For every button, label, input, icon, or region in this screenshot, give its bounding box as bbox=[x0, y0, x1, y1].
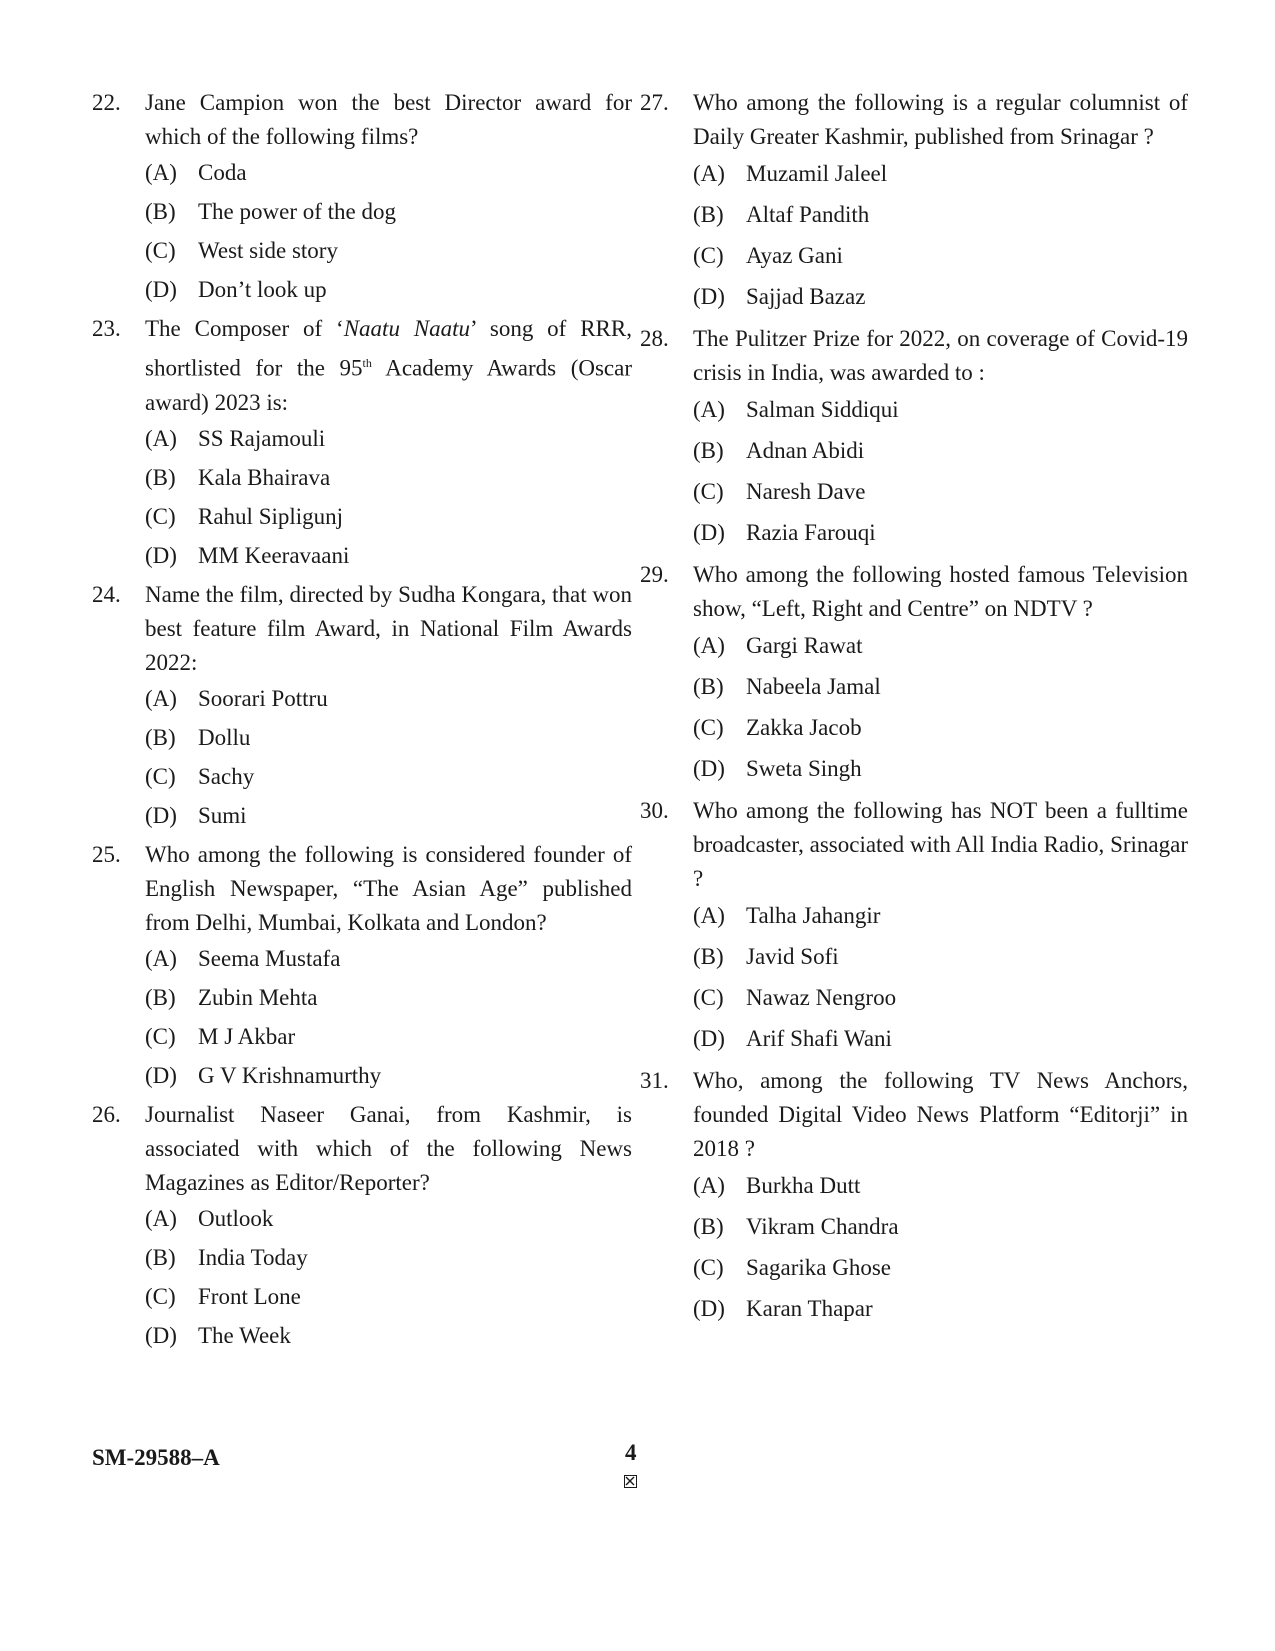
option-label: (D) bbox=[145, 542, 177, 568]
option-label: (C) bbox=[693, 243, 724, 268]
option-label: (B) bbox=[693, 438, 724, 463]
option-label: (B) bbox=[145, 464, 176, 490]
option bbox=[145, 158, 632, 188]
option-label: (C) bbox=[145, 1023, 176, 1049]
question-number: 30. bbox=[640, 798, 669, 823]
question-text: Who among the following is a regular columnist of Daily Greater Kashmir, published from Srinagar ? bbox=[693, 90, 1188, 149]
option bbox=[145, 1321, 632, 1351]
option bbox=[145, 1282, 632, 1312]
option bbox=[145, 197, 632, 227]
option bbox=[145, 502, 632, 532]
question-text: Who, among the following TV News Anchors, founded Digital Video News Platform “Editorji” in 2018 ? bbox=[693, 1068, 1188, 1161]
question-number: 26. bbox=[92, 1101, 121, 1127]
option-label: (A) bbox=[693, 397, 725, 422]
option-text: Ayaz Gani bbox=[746, 243, 843, 268]
option bbox=[693, 753, 1188, 785]
option-label: (D) bbox=[693, 756, 725, 781]
option-text: Zubin Mehta bbox=[198, 984, 318, 1010]
option-text: Salman Siddiqui bbox=[746, 397, 899, 422]
option-label: (A) bbox=[693, 903, 725, 928]
option-text: Arif Shafi Wani bbox=[746, 1026, 892, 1051]
option bbox=[693, 394, 1188, 426]
options-list bbox=[145, 1204, 632, 1351]
option-text: West side story bbox=[198, 238, 338, 263]
option-label: (C) bbox=[145, 238, 176, 263]
question-text: Journalist Naseer Ganai, from Kashmir, is associated with which of the following News Magazines as Editor/Reporter? bbox=[145, 1101, 632, 1195]
option bbox=[145, 1022, 632, 1052]
options-list bbox=[145, 158, 632, 305]
option bbox=[693, 900, 1188, 932]
question-number: 28. bbox=[640, 326, 669, 351]
option-text: Soorari Pottru bbox=[198, 685, 328, 711]
option bbox=[693, 281, 1188, 313]
option bbox=[693, 1023, 1188, 1055]
option-label: (C) bbox=[145, 1283, 176, 1309]
option-label: (C) bbox=[693, 985, 724, 1010]
option-label: (C) bbox=[693, 479, 724, 504]
option-text: Gargi Rawat bbox=[746, 633, 863, 658]
option-text: The Week bbox=[198, 1322, 291, 1348]
option-text: Sweta Singh bbox=[746, 756, 862, 781]
option-text: Altaf Pandith bbox=[746, 202, 870, 227]
option-label: (C) bbox=[145, 503, 176, 529]
option-label: (B) bbox=[693, 1214, 724, 1239]
option-label: (C) bbox=[145, 763, 176, 789]
option bbox=[693, 630, 1188, 662]
question bbox=[92, 86, 632, 305]
option bbox=[693, 1252, 1188, 1284]
option-label: (A) bbox=[145, 685, 177, 711]
question-number: 29. bbox=[640, 562, 669, 587]
option-text: Naresh Dave bbox=[746, 479, 866, 504]
option-label: (B) bbox=[145, 724, 176, 750]
right-column bbox=[640, 86, 1188, 1334]
question-number: 23. bbox=[92, 316, 121, 341]
option bbox=[145, 1204, 632, 1234]
option bbox=[145, 944, 632, 974]
option-label: (D) bbox=[693, 1296, 725, 1321]
option-text: Outlook bbox=[198, 1205, 274, 1231]
option-label: (A) bbox=[693, 161, 725, 186]
options-list bbox=[693, 1170, 1188, 1325]
option-label: (A) bbox=[145, 425, 177, 451]
option-label: (B) bbox=[145, 1244, 176, 1270]
option bbox=[145, 463, 632, 493]
option bbox=[693, 941, 1188, 973]
option bbox=[145, 1243, 632, 1273]
option-text: Nawaz Nengroo bbox=[746, 985, 897, 1010]
option bbox=[693, 1170, 1188, 1202]
question-number: 27. bbox=[640, 90, 669, 115]
option-text: Seema Mustafa bbox=[198, 945, 341, 971]
option-label: (B) bbox=[693, 674, 724, 699]
option bbox=[145, 236, 632, 266]
option bbox=[145, 801, 632, 831]
option-text: Nabeela Jamal bbox=[746, 674, 881, 699]
option-label: (D) bbox=[145, 277, 177, 302]
paper-code: SM-29588–A bbox=[92, 1445, 220, 1470]
option-text: Sagarika Ghose bbox=[746, 1255, 891, 1280]
question bbox=[640, 558, 1188, 785]
crossed-box-icon bbox=[624, 1475, 637, 1488]
question-number: 31. bbox=[640, 1068, 669, 1093]
question-text: Jane Campion won the best Director award for which of the following films? bbox=[145, 90, 632, 149]
option bbox=[145, 723, 632, 753]
option-text: M J Akbar bbox=[198, 1023, 296, 1049]
option-text: Dollu bbox=[198, 724, 251, 750]
option-text: G V Krishnamurthy bbox=[198, 1062, 382, 1088]
option bbox=[693, 517, 1188, 549]
question-text: Who among the following hosted famous Television show, “Left, Right and Centre” on NDTV ? bbox=[693, 562, 1188, 621]
option-text: Sachy bbox=[198, 763, 255, 789]
option-label: (D) bbox=[145, 802, 177, 828]
option-label: (D) bbox=[693, 1026, 725, 1051]
option-text: Javid Sofi bbox=[746, 944, 839, 969]
option-label: (D) bbox=[145, 1062, 177, 1088]
option-label: (A) bbox=[145, 1205, 177, 1231]
option-text: Coda bbox=[198, 160, 247, 185]
options-list bbox=[145, 684, 632, 831]
question bbox=[640, 86, 1188, 313]
option-text: Muzamil Jaleel bbox=[746, 161, 888, 186]
option bbox=[693, 476, 1188, 508]
option bbox=[145, 1061, 632, 1091]
option bbox=[145, 275, 632, 305]
option-text: Rahul Sipligunj bbox=[198, 503, 344, 529]
option-text: MM Keeravaani bbox=[198, 542, 350, 568]
option-text: Burkha Dutt bbox=[746, 1173, 861, 1198]
options-list bbox=[145, 424, 632, 571]
option-text: Vikram Chandra bbox=[746, 1214, 899, 1239]
option bbox=[693, 1293, 1188, 1325]
question bbox=[92, 312, 632, 571]
option bbox=[693, 158, 1188, 190]
option-text: India Today bbox=[198, 1244, 308, 1270]
question-text: The Pulitzer Prize for 2022, on coverage of Covid-19 crisis in India, was awarded to : bbox=[693, 326, 1188, 385]
options-list bbox=[693, 900, 1188, 1055]
option bbox=[693, 240, 1188, 272]
option bbox=[145, 983, 632, 1013]
option-label: (A) bbox=[693, 633, 725, 658]
option-label: (B) bbox=[145, 199, 176, 224]
option-label: (D) bbox=[145, 1322, 177, 1348]
option-text: Karan Thapar bbox=[746, 1296, 873, 1321]
left-column bbox=[92, 86, 632, 1360]
option-label: (A) bbox=[145, 945, 177, 971]
options-list bbox=[693, 158, 1188, 313]
question-number: 24. bbox=[92, 581, 121, 607]
option bbox=[693, 1211, 1188, 1243]
option-label: (B) bbox=[145, 984, 176, 1010]
option-text: Sumi bbox=[198, 802, 247, 828]
question bbox=[92, 838, 632, 1091]
option-text: Kala Bhairava bbox=[198, 464, 331, 490]
question-text: Who among the following has NOT been a fulltime broadcaster, associated with All India Radio, Srinagar ? bbox=[693, 798, 1188, 891]
option-text: Front Lone bbox=[198, 1283, 301, 1309]
option bbox=[145, 762, 632, 792]
option bbox=[145, 541, 632, 571]
question bbox=[640, 1064, 1188, 1325]
option-label: (D) bbox=[693, 520, 725, 545]
option-text: Don’t look up bbox=[198, 277, 327, 302]
option-text: Adnan Abidi bbox=[746, 438, 865, 463]
option bbox=[693, 435, 1188, 467]
option bbox=[693, 712, 1188, 744]
option-text: SS Rajamouli bbox=[198, 425, 326, 451]
question-text: Name the film, directed by Sudha Kongara, that won best feature film Award, in National Film Awards 2022: bbox=[145, 581, 632, 675]
question-text: Who among the following is considered founder of English Newspaper, “The Asian Age” published from Delhi, Mumbai, Kolkata and London? bbox=[145, 841, 632, 935]
option bbox=[693, 671, 1188, 703]
options-list bbox=[145, 944, 632, 1091]
option-label: (B) bbox=[693, 944, 724, 969]
question-text: The Composer of ‘Naatu Naatu’ song of RRR, shortlisted for the 95th Academy Awards (Oscar award) 2023 is: bbox=[145, 316, 632, 415]
question bbox=[92, 578, 632, 831]
option bbox=[693, 982, 1188, 1014]
option bbox=[145, 424, 632, 454]
option bbox=[693, 199, 1188, 231]
question-number: 25. bbox=[92, 841, 121, 867]
page-number: 4 bbox=[625, 1440, 637, 1465]
option-label: (D) bbox=[693, 284, 725, 309]
option-label: (B) bbox=[693, 202, 724, 227]
options-list bbox=[693, 394, 1188, 549]
options-list bbox=[693, 630, 1188, 785]
option-text: Razia Farouqi bbox=[746, 520, 876, 545]
option-label: (A) bbox=[145, 160, 177, 185]
option-text: The power of the dog bbox=[198, 199, 396, 224]
option-label: (C) bbox=[693, 1255, 724, 1280]
option-label: (C) bbox=[693, 715, 724, 740]
question-number: 22. bbox=[92, 90, 121, 115]
option-label: (A) bbox=[693, 1173, 725, 1198]
option-text: Sajjad Bazaz bbox=[746, 284, 866, 309]
question bbox=[640, 794, 1188, 1055]
option bbox=[145, 684, 632, 714]
option-text: Zakka Jacob bbox=[746, 715, 862, 740]
question bbox=[640, 322, 1188, 549]
option-text: Talha Jahangir bbox=[746, 903, 881, 928]
question bbox=[92, 1098, 632, 1351]
